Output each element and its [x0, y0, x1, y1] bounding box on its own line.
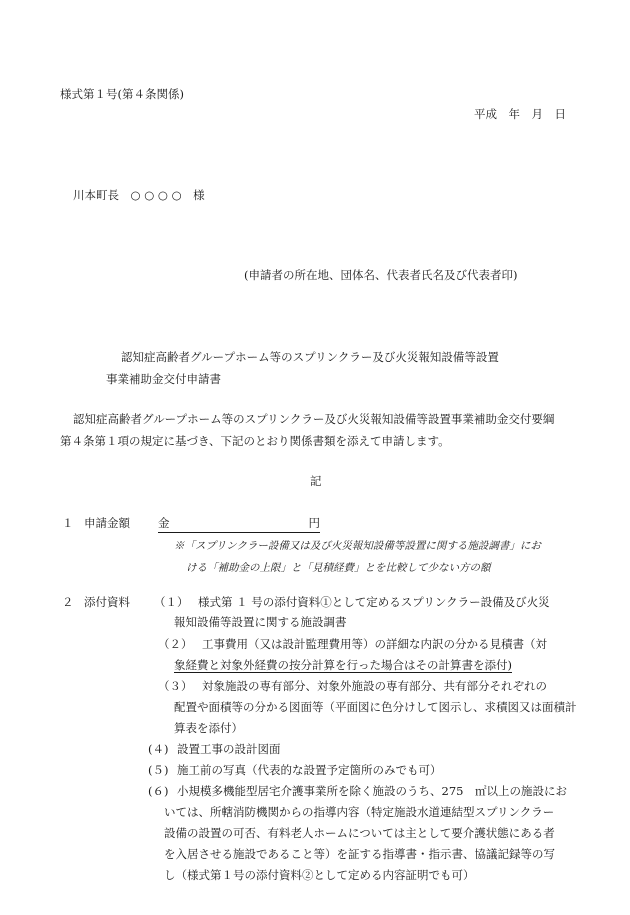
attachment-6-line1: 小規模多機能型居宅介護事業所を除く施設のうち、275 ㎡以上の施設にお	[177, 784, 567, 798]
intro-line2: 第４条第１項の規定に基づき、下記のとおり関係書類を添えて申請します。	[60, 434, 450, 448]
attachment-2-line1: 工事費用（又は設計監理費用等）の詳細な内訳の分かる見積書（対	[202, 637, 547, 651]
applicant-note: (申請者の所在地、団体名、代表者氏名及び代表者印)	[244, 268, 518, 282]
attachment-5-line1: 施工前の写真（代表的な設置予定箇所のみでも可）	[177, 763, 442, 777]
date-line: 平成 年 月 日	[474, 107, 566, 121]
attachment-4-line1: 設置工事の設計図面	[177, 742, 281, 756]
ki-heading: 記	[310, 474, 322, 488]
attachment-4-number: (４)	[148, 742, 169, 756]
attachment-3-line3: 算表を添付）	[174, 721, 243, 735]
attachment-5-number: (５)	[148, 763, 169, 777]
attachment-6-line5: し（様式第１号の添付資料②として定める内容証明でも可）	[164, 868, 475, 882]
attachment-3-line2: 配置や面積等の分かる図面等（平面図に色分けして図示し、求積図又は面積計	[174, 700, 577, 714]
section1-number: １	[62, 516, 74, 530]
amount-field	[158, 515, 320, 533]
attachment-3-number: （３）	[158, 679, 193, 693]
attachment-6-line4: を入居させる施設であること等）を証する指導書・指示書、協議記録等の写	[164, 847, 555, 861]
addressee: 川本町長 ○ ○ ○ ○ 様	[73, 188, 205, 202]
amount-note-line1: ※「スプリンクラー設備又は及び火災報知設備等設置に関する施設調書」にお	[174, 540, 541, 552]
amount-prefix: 金	[158, 516, 170, 530]
section2-number: ２	[62, 595, 74, 609]
document-title-line1: 認知症高齢者グループホーム等のスプリンクラー及び火災報知設備等設置	[121, 350, 499, 364]
amount-suffix: 円	[308, 516, 320, 530]
amount-note-line2: ける「補助金の上限」と「見積経費」とを比較して少ない方の額	[186, 562, 491, 574]
form-label: 様式第１号(第４条関係)	[60, 87, 184, 101]
section1-label: 申請金額	[84, 516, 130, 530]
section2-label: 添付資料	[84, 595, 130, 609]
attachment-6-line3: 設備の設置の可否、有料老人ホームについては主として要介護状態にある者	[164, 826, 555, 840]
attachment-1-line1: 様式第 １ 号の添付資料①として定めるスプリンクラー設備及び火災	[198, 595, 550, 609]
attachment-6-number: (６)	[148, 784, 169, 798]
attachment-1-line2: 報知設備等設置に関する施設調書	[174, 615, 347, 629]
intro-line1: 認知症高齢者グループホーム等のスプリンクラー及び火災報知設備等設置事業補助金交付要綱	[73, 412, 555, 426]
document-title-line2: 事業補助金交付申請書	[106, 372, 221, 386]
attachment-1-number: （１）	[154, 595, 189, 609]
attachment-6-line2: いては、所轄消防機関からの指導内容（特定施設水道連結型スプリンクラー	[164, 805, 555, 819]
attachment-2-line2: 象経費と対象外経費の按分計算を行った場合はその計算書を添付)	[174, 658, 512, 672]
attachment-3-line1: 対象施設の専有部分、対象外施設の専有部分、共有部分それぞれの	[202, 679, 547, 693]
attachment-2-number: （２）	[158, 637, 193, 651]
